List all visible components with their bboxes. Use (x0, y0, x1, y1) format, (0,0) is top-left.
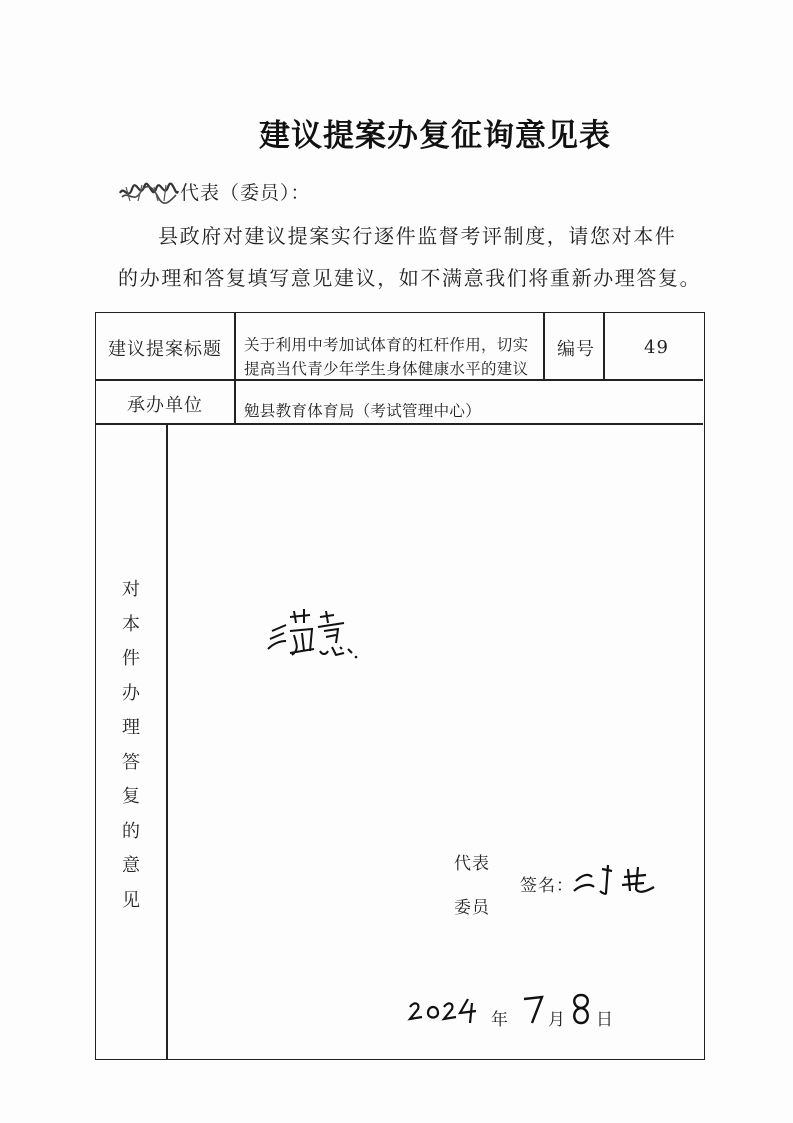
handwritten-day-image (568, 991, 594, 1027)
opinion-table (95, 312, 705, 1060)
unit-label: 承办单位 (127, 395, 203, 416)
role-daibiao: 代表 (454, 854, 490, 874)
number-label: 编号 (557, 339, 595, 360)
opinion-label-char: 复 (122, 786, 140, 807)
page-title: 建议提案办复征询意见表 (259, 118, 611, 154)
col-divider (166, 423, 168, 1059)
salutation-suffix: 代表（委员）： (180, 182, 311, 204)
opinion-label-char: 理 (122, 717, 140, 738)
signature-label: 签名： (520, 876, 574, 896)
title-label: 建议提案标题 (108, 339, 222, 360)
opinion-label-char: 答 (122, 751, 140, 773)
unit-value: 勉县教育体育局（考试管理中心） (244, 402, 482, 420)
opinion-label-char: 办 (122, 682, 140, 704)
date-year-unit: 年 (491, 1010, 508, 1030)
col-divider (234, 313, 236, 423)
date-day-unit: 日 (596, 1010, 613, 1030)
opinion-label-char: 件 (122, 648, 140, 669)
number-value: 49 (644, 337, 669, 358)
row-divider (96, 379, 703, 381)
date-month-unit: 月 (548, 1010, 565, 1030)
salutation (118, 178, 311, 205)
opinion-label-char: 对 (122, 579, 140, 600)
intro-line-2: 的办理和答复填写意见建议，如不满意我们将重新办理答复。 (118, 266, 702, 290)
opinion-label (96, 423, 166, 918)
opinion-label-char: 见 (122, 889, 140, 911)
proposal-title-line-2: 提高当代青少年学生身体健康水平的建议 (244, 360, 529, 378)
proposal-title-line-1: 关于利用中考加试体育的杠杆作用，切实 (244, 336, 529, 354)
handwritten-year-image (406, 995, 484, 1025)
opinion-label-char: 本 (122, 613, 140, 635)
handwritten-opinion-image (264, 605, 364, 665)
handwritten-signature-image (572, 859, 672, 899)
opinion-label-char: 的 (122, 820, 140, 842)
intro-line-1: 县政府对建议提案实行逐件监督考评制度，请您对本件 (158, 224, 677, 248)
opinion-label-char: 意 (122, 855, 140, 876)
col-divider (543, 313, 545, 379)
col-divider (603, 313, 605, 379)
row-divider (96, 423, 703, 425)
redacted-name-scribble (118, 181, 180, 203)
handwritten-month-image (520, 993, 546, 1027)
role-weiyuan: 委员 (454, 898, 490, 918)
